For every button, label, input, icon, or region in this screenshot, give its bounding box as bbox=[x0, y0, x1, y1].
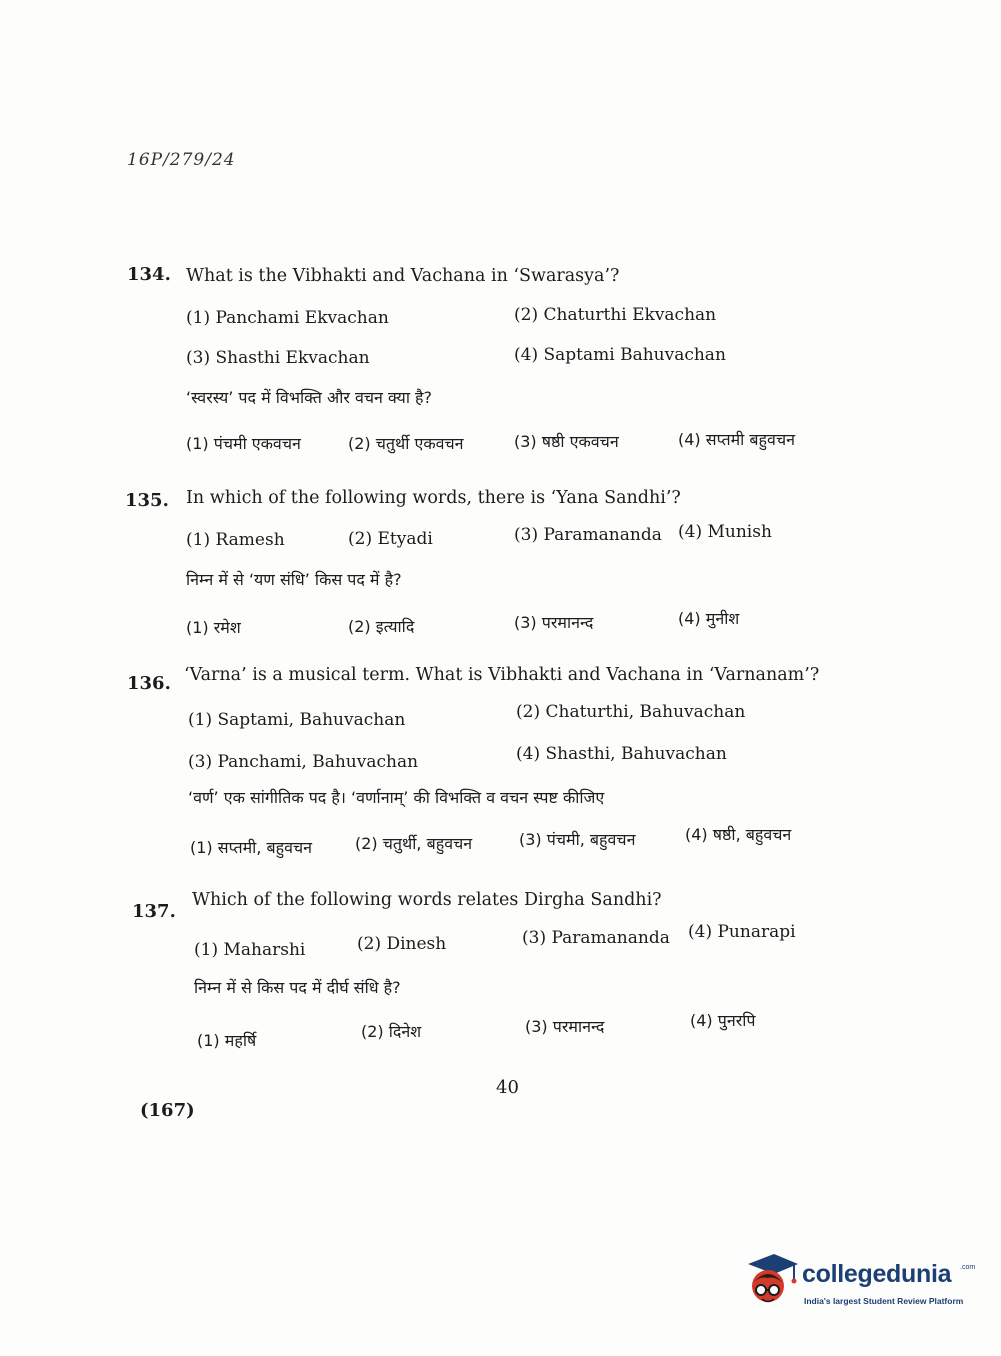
logo-wordmark: collegedunia bbox=[802, 1260, 952, 1288]
logo-tagline: India's largest Student Review Platform bbox=[804, 1296, 964, 1306]
hindi-option: (1) पंचमी एकवचन bbox=[186, 434, 301, 453]
hindi-option: (4) षष्ठी, बहुवचन bbox=[685, 825, 792, 844]
page-number: 40 bbox=[496, 1077, 519, 1098]
option: (1) Saptami, Bahuvachan bbox=[188, 710, 406, 730]
option: (2) Chaturthi, Bahuvachan bbox=[516, 702, 746, 722]
question-number: 137. bbox=[132, 901, 176, 922]
paper-code: 16P/279/24 bbox=[127, 150, 236, 170]
question-number: 135. bbox=[125, 490, 169, 511]
paper-code-footer: (167) bbox=[140, 1100, 195, 1121]
hindi-option: (2) चतुर्थी, बहुवचन bbox=[355, 834, 473, 853]
option: (2) Dinesh bbox=[357, 934, 447, 954]
hindi-option: (4) सप्तमी बहुवचन bbox=[678, 430, 795, 449]
hindi-question-text: ‘स्वरस्य’ पद में विभक्ति और वचन क्या है? bbox=[186, 388, 433, 407]
option: (3) Paramananda bbox=[522, 928, 670, 948]
question-number: 136. bbox=[127, 673, 171, 694]
hindi-question-text: ‘वर्ण’ एक सांगीतिक पद है। ‘वर्णानाम्’ की विभक्ति व वचन स्पष्ट कीजिए bbox=[188, 788, 605, 807]
hindi-option: (4) मुनीश bbox=[678, 609, 740, 628]
hindi-option: (3) परमानन्द bbox=[514, 613, 594, 632]
option: (1) Maharshi bbox=[194, 940, 306, 960]
logo-domain-suffix: .com bbox=[960, 1264, 976, 1271]
hindi-question-text: निम्न में से किस पद में दीर्घ संधि है? bbox=[194, 978, 401, 997]
option: (4) Saptami Bahuvachan bbox=[514, 345, 726, 365]
hindi-option: (2) दिनेश bbox=[361, 1022, 422, 1041]
option: (3) Paramananda bbox=[514, 525, 662, 545]
hindi-option: (1) सप्तमी, बहुवचन bbox=[190, 838, 313, 857]
hindi-option: (2) चतुर्थी एकवचन bbox=[348, 434, 464, 453]
hindi-option: (3) पंचमी, बहुवचन bbox=[519, 830, 636, 849]
collegedunia-logo bbox=[744, 1252, 974, 1312]
option: (4) Punarapi bbox=[688, 922, 796, 942]
mascot-icon bbox=[744, 1252, 800, 1310]
hindi-option: (3) परमानन्द bbox=[525, 1017, 605, 1036]
hindi-option: (2) इत्यादि bbox=[348, 617, 415, 636]
question-text: What is the Vibhakti and Vachana in ‘Swarasya’? bbox=[186, 266, 620, 286]
question-text: ‘Varna’ is a musical term. What is Vibhakti and Vachana in ‘Varnanam’? bbox=[184, 665, 820, 685]
question-number: 134. bbox=[127, 264, 171, 285]
question-text: In which of the following words, there is ‘Yana Sandhi’? bbox=[186, 488, 681, 508]
option: (1) Panchami Ekvachan bbox=[186, 308, 389, 328]
option: (2) Etyadi bbox=[348, 529, 433, 549]
option: (1) Ramesh bbox=[186, 530, 285, 550]
hindi-question-text: निम्न में से ‘यण संधि’ किस पद में है? bbox=[186, 570, 402, 589]
option: (3) Shasthi Ekvachan bbox=[186, 348, 370, 368]
option: (4) Munish bbox=[678, 522, 772, 542]
option: (4) Shasthi, Bahuvachan bbox=[516, 744, 727, 764]
option: (3) Panchami, Bahuvachan bbox=[188, 752, 419, 772]
hindi-option: (4) पुनरपि bbox=[690, 1011, 756, 1030]
hindi-option: (1) महर्षि bbox=[197, 1031, 257, 1050]
hindi-option: (1) रमेश bbox=[186, 618, 241, 637]
hindi-option: (3) षष्ठी एकवचन bbox=[514, 432, 619, 451]
option: (2) Chaturthi Ekvachan bbox=[514, 305, 717, 325]
question-text: Which of the following words relates Dirgha Sandhi? bbox=[192, 890, 662, 910]
